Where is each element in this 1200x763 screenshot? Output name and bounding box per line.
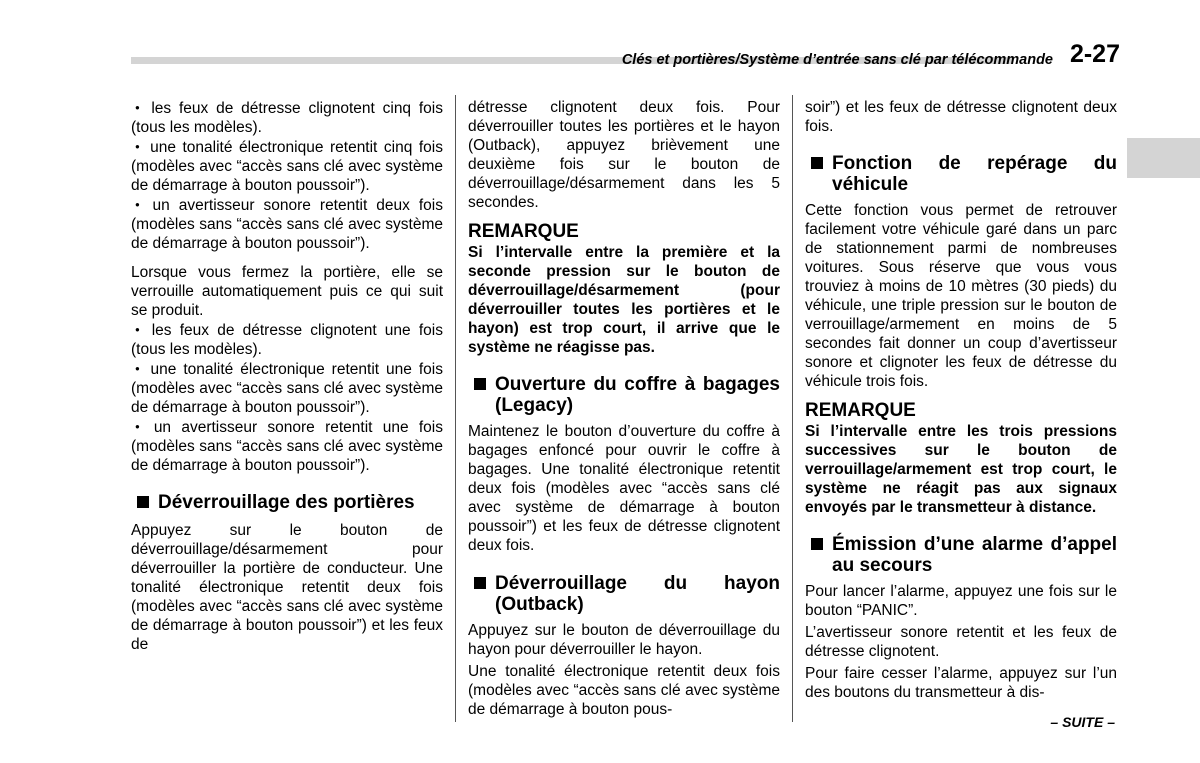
column-divider [792, 95, 793, 722]
section-heading: Émission d’une alarme d’appel au secours [805, 534, 1117, 576]
column-divider [455, 95, 456, 722]
section-heading: Ouverture du coffre à bagages (Legacy) [468, 374, 780, 416]
section-heading: Fonction de repérage du véhicule [805, 153, 1117, 195]
column-2 [468, 98, 780, 719]
note-text: Si l’intervalle entre la première et la seconde pression sur le bouton de déverrouillage/désarmement (pour déverrouiller toutes les portières et le hayon) est trop court, il arrive que le système ne réagisse pas. [468, 244, 780, 356]
paragraph: L’avertisseur sonore retentit et les feux de détresse clignotent. [805, 624, 1117, 660]
page-header-title: Clés et portières/Système d’entrée sans clé par télécommande [621, 52, 1053, 68]
column-3 [805, 98, 1117, 702]
bullet-item: ● une tonalité électronique retentit une fois (modèles avec “accès sans clé avec système de démarrage à bouton poussoir”). [131, 359, 443, 417]
paragraph: Lorsque vous fermez la portière, elle se verrouille automatiquement puis ce qui suit se produit. [131, 264, 443, 319]
square-bullet-icon [811, 538, 823, 550]
note-text: Si l’intervalle entre les trois pressions successives sur le bouton de verrouillage/armement est trop court, le système ne réagit pas aux signaux envoyés par le transmetteur à distance. [805, 423, 1117, 516]
note-title: REMARQUE [468, 221, 579, 242]
paragraph: Pour faire cesser l’alarme, appuyez sur l’un des boutons du transmetteur à dis- [805, 665, 1117, 701]
paragraph: Appuyez sur le bouton de déverrouillage/désarmement pour déverrouiller la portière de conducteur. Une tonalité électronique retentit deux fois (modèles avec “accès sans clé avec système de démarrage à bouton poussoir”) et les feux de [131, 522, 443, 653]
square-bullet-icon [811, 157, 823, 169]
paragraph: Maintenez le bouton d’ouverture du coffre à bagages enfoncé pour ouvrir le coffre à bagages. Une tonalité électronique retentit deux fois (modèles avec “accès sans clé avec système de démarrage à bouton poussoir”) et les feux de détresse clignotent deux fois. [468, 423, 780, 554]
section-heading: Déverrouillage du hayon (Outback) [468, 573, 780, 615]
paragraph: Une tonalité électronique retentit deux fois (modèles avec “accès sans clé avec système de démarrage à bouton pous- [468, 663, 780, 718]
bullet-item: ● un avertisseur sonore retentit deux fois (modèles sans “accès sans clé avec système de démarrage à bouton poussoir”). [131, 195, 443, 253]
square-bullet-icon [474, 577, 486, 589]
square-bullet-icon [474, 378, 486, 390]
column-1 [131, 98, 443, 654]
paragraph: Appuyez sur le bouton de déverrouillage du hayon pour déverrouiller le hayon. [468, 622, 780, 658]
bullet-item: ● un avertisseur sonore retentit une fois (modèles sans “accès sans clé avec système de démarrage à bouton poussoir”). [131, 417, 443, 475]
paragraph: détresse clignotent deux fois. Pour déverrouiller toutes les portières et le hayon (Outback), appuyez brièvement une deuxième fois sur le bouton de déverrouillage/désarmement dans les 5 secondes. [468, 99, 780, 211]
note-title: REMARQUE [805, 400, 916, 421]
section-tab [1127, 138, 1200, 178]
bullet-item: ● les feux de détresse clignotent une fois (tous les modèles). [131, 320, 443, 359]
continued-label: – SUITE – [1050, 714, 1115, 730]
page-number: 2-27 [1069, 40, 1120, 68]
paragraph: soir”) et les feux de détresse clignotent deux fois. [805, 99, 1117, 135]
paragraph: Cette fonction vous permet de retrouver facilement votre véhicule garé dans un parc de stationnement parmi de nombreuses voitures. Sous réserve que vous vous trouviez à moins de 10 mètres (30 pieds) du véhicule, une triple pression sur le bouton de verrouillage/armement en moins de 5 secondes fait donner un coup d’avertisseur sonore et clignoter les feux de détresse du véhicule trois fois. [805, 202, 1117, 390]
bullet-item: ● une tonalité électronique retentit cinq fois (modèles avec “accès sans clé avec système de démarrage à bouton poussoir”). [131, 137, 443, 195]
bullet-item: ● les feux de détresse clignotent cinq fois (tous les modèles). [131, 98, 443, 137]
section-heading: Déverrouillage des portières [131, 492, 443, 513]
paragraph: Pour lancer l’alarme, appuyez une fois sur le bouton “PANIC”. [805, 583, 1117, 619]
square-bullet-icon [137, 496, 149, 508]
